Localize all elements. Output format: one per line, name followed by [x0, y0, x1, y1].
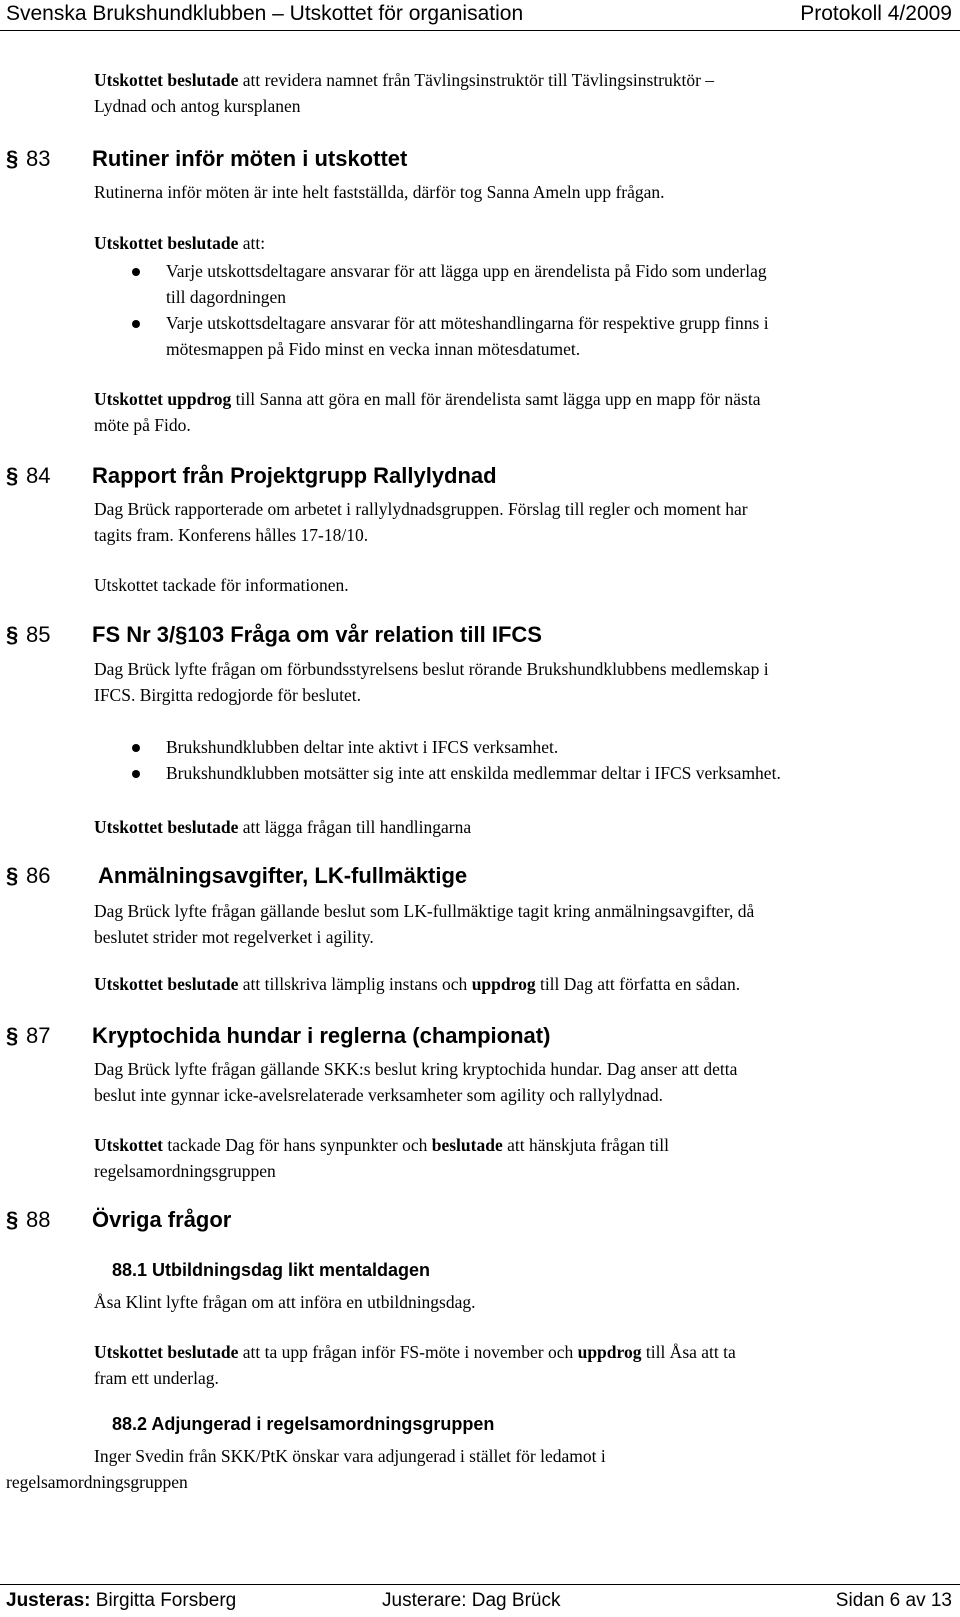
section-title: Övriga frågor — [92, 1207, 232, 1232]
section-number: 86 — [26, 863, 51, 888]
subsection-88-2-title: 88.2 Adjungerad i regelsamordningsgruppen — [112, 1414, 495, 1434]
section-86-heading — [6, 861, 467, 891]
bullet-icon — [132, 320, 140, 328]
section-84-text-cont: tagits fram. Konferens hålles 17-18/10. — [94, 525, 369, 545]
section-85-bullet-2: Brukshundklubben motsätter sig inte att enskilda medlemmar deltar i IFCS verksamhet. — [166, 763, 781, 783]
section-83-assignment: Utskottet uppdrog till Sanna att göra en mall för ärendelista samt lägga upp en mapp för nästa — [94, 389, 761, 409]
subsection-88-1-decision: Utskottet beslutade att ta upp frågan inför FS-möte i november och uppdrog till Åsa att ta — [94, 1342, 736, 1362]
section-85-text: Dag Brück lyfte frågan om förbundsstyrelsens beslut rörande Brukshundklubbens medlemskap i — [94, 659, 769, 679]
section-87-text: Dag Brück lyfte frågan gällande SKK:s beslut kring kryptochida hundar. Dag anser att detta — [94, 1059, 738, 1079]
paragraph-sign: § — [6, 1023, 19, 1048]
section-title: Rutiner inför möten i utskottet — [92, 146, 408, 171]
section-number: 87 — [26, 1023, 51, 1048]
paragraph-sign: § — [175, 622, 188, 647]
section-87-decision-cont: regelsamordningsgruppen — [94, 1161, 276, 1181]
subsection-88-1-text: Åsa Klint lyfte frågan om att införa en utbildningsdag. — [94, 1292, 476, 1312]
section-title: Kryptochida hundar i reglerna (championat) — [92, 1023, 551, 1048]
section-83-bullet-2: Varje utskottsdeltagare ansvarar för att möteshandlingarna för respektive grupp finns i — [166, 313, 769, 333]
section-83-bullet-1: Varje utskottsdeltagare ansvarar för att lägga upp en ärendelista på Fido som underlag — [166, 261, 767, 281]
subsection-88-1-decision-cont: fram ett underlag. — [94, 1368, 219, 1388]
section-84-heading — [6, 461, 497, 491]
footer-adjuster-1: Justeras: Birgitta Forsberg — [6, 1590, 237, 1611]
section-87-text-cont: beslut inte gynnar icke-avelsrelaterade verksamheter som agility och rallylydnad. — [94, 1085, 664, 1105]
bullet-icon — [132, 744, 140, 752]
subsection-88-2-text-cont: regelsamordningsgruppen — [6, 1472, 188, 1492]
page-header — [0, 0, 960, 30]
footer-adjuster-2: Justerare: Dag Brück — [382, 1590, 561, 1611]
section-86-text: Dag Brück lyfte frågan gällande beslut som LK-fullmäktige tagit kring anmälningsavgifter, då — [94, 901, 755, 921]
section-number: 88 — [26, 1207, 51, 1232]
bullet-icon — [132, 268, 140, 276]
top-decision-line2: Lydnad och antog kursplanen — [94, 96, 301, 116]
paragraph-sign: § — [6, 863, 19, 888]
header-organisation: Svenska Brukshundklubben – Utskottet för organisation — [6, 2, 524, 25]
section-87-heading — [6, 1021, 550, 1051]
section-title-part2: 103 Fråga om vår relation till IFCS — [187, 622, 542, 647]
paragraph-sign: § — [6, 622, 19, 647]
section-number: 83 — [26, 146, 51, 171]
section-title-part1: FS Nr 3/ — [92, 622, 176, 647]
section-83-bullet-1-cont: till dagordningen — [166, 287, 287, 307]
section-83-decision: Utskottet beslutade att: — [94, 233, 266, 253]
header-protocol-number: Protokoll 4/2009 — [800, 2, 952, 25]
header-divider — [0, 30, 960, 31]
section-84-text: Dag Brück rapporterade om arbetet i rallylydnadsgruppen. Förslag till regler och moment har — [94, 499, 748, 519]
subsection-88-2-text: Inger Svedin från SKK/PtK önskar vara adjungerad i stället för ledamot i — [94, 1446, 606, 1466]
paragraph-sign: § — [6, 1207, 19, 1232]
bullet-icon — [132, 770, 140, 778]
paragraph-sign: § — [6, 463, 19, 488]
paragraph-sign: § — [6, 146, 19, 171]
page-footer — [0, 1590, 960, 1616]
section-number: 85 — [26, 622, 51, 647]
section-88-heading — [6, 1205, 231, 1235]
section-title: Rapport från Projektgrupp Rallylydnad — [92, 463, 497, 488]
footer-page-number: Sidan 6 av 13 — [835, 1590, 952, 1611]
section-85-decision: Utskottet beslutade att lägga frågan till handlingarna — [94, 817, 472, 837]
section-83-assignment-cont: möte på Fido. — [94, 415, 191, 435]
subsection-88-1-title: 88.1 Utbildningsdag likt mentaldagen — [112, 1260, 431, 1280]
section-86-text-cont: beslutet strider mot regelverket i agility. — [94, 927, 374, 947]
section-83-heading — [6, 144, 407, 174]
section-86-decision: Utskottet beslutade att tillskriva lämplig instans och uppdrog till Dag att författa en sådan. — [94, 974, 741, 994]
section-title: Anmälningsavgifter, LK-fullmäktige — [98, 863, 468, 888]
section-85-bullet-1: Brukshundklubben deltar inte aktivt i IFCS verksamhet. — [166, 737, 559, 757]
section-85-text-cont: IFCS. Birgitta redogjorde för beslutet. — [94, 685, 362, 705]
footer-divider — [0, 1584, 960, 1585]
top-decision: Utskottet beslutade att revidera namnet från Tävlingsinstruktör till Tävlingsinstruktör – — [94, 70, 715, 90]
section-number: 84 — [26, 463, 51, 488]
section-84-decision: Utskottet tackade för informationen. — [94, 575, 349, 595]
section-83-text: Rutinerna inför möten är inte helt fastställda, därför tog Sanna Ameln upp frågan. — [94, 182, 665, 202]
section-87-decision: Utskottet tackade Dag för hans synpunkter och beslutade att hänskjuta frågan till — [94, 1135, 669, 1155]
section-85-heading — [6, 620, 542, 650]
section-83-bullet-2-cont: mötesmappen på Fido minst en vecka innan mötesdatumet. — [166, 339, 581, 359]
